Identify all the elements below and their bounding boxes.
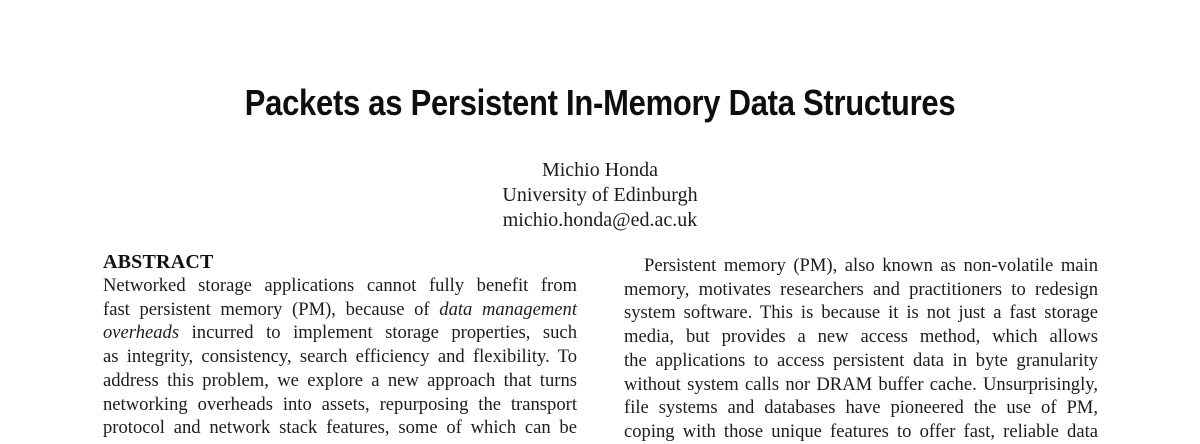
intro-line: without system calls nor DRAM buffer cache. Unsurprisingly,: [624, 373, 1098, 395]
abstract-line: overheads incurred to implement storage properties, such: [103, 322, 577, 344]
intro-line: media, but provides a new access method, which allows: [624, 326, 1098, 348]
abstract-column: [103, 250, 577, 440]
intro-column: [624, 254, 1098, 444]
intro-line: Persistent memory (PM), also known as non-volatile main: [644, 255, 1098, 276]
intro-line: memory, motivates researchers and practitioners to redesign: [624, 278, 1098, 300]
intro-line: coping with those unique features to offer fast, reliable data: [624, 420, 1098, 442]
abstract-line: as integrity, consistency, search efficiency and flexibility. To: [103, 346, 577, 368]
intro-line: system software. This is because it is not just a fast storage: [624, 302, 1098, 324]
paper-title: Packets as Persistent In-Memory Data Structures: [244, 82, 956, 123]
abstract-line: protocol and network stack features, some of which can be: [103, 417, 577, 439]
abstract-line: networking overheads into assets, repurposing the transport: [103, 393, 577, 415]
author-affiliation: University of Edinburgh: [502, 184, 698, 206]
abstract-line: address this problem, we explore a new approach that turns: [103, 369, 577, 391]
abstract-line: Networked storage applications cannot fully benefit from: [103, 275, 577, 296]
intro-line: file systems and databases have pioneered the use of PM,: [624, 397, 1098, 419]
author-block: [0, 158, 1200, 233]
author-name: Michio Honda: [541, 159, 659, 181]
abstract-line: fast persistent memory (PM), because of data management: [103, 298, 577, 320]
intro-line: the applications to access persistent data in byte granularity: [624, 349, 1098, 371]
author-email: michio.honda@ed.ac.uk: [502, 209, 698, 231]
abstract-heading: ABSTRACT: [103, 251, 214, 273]
